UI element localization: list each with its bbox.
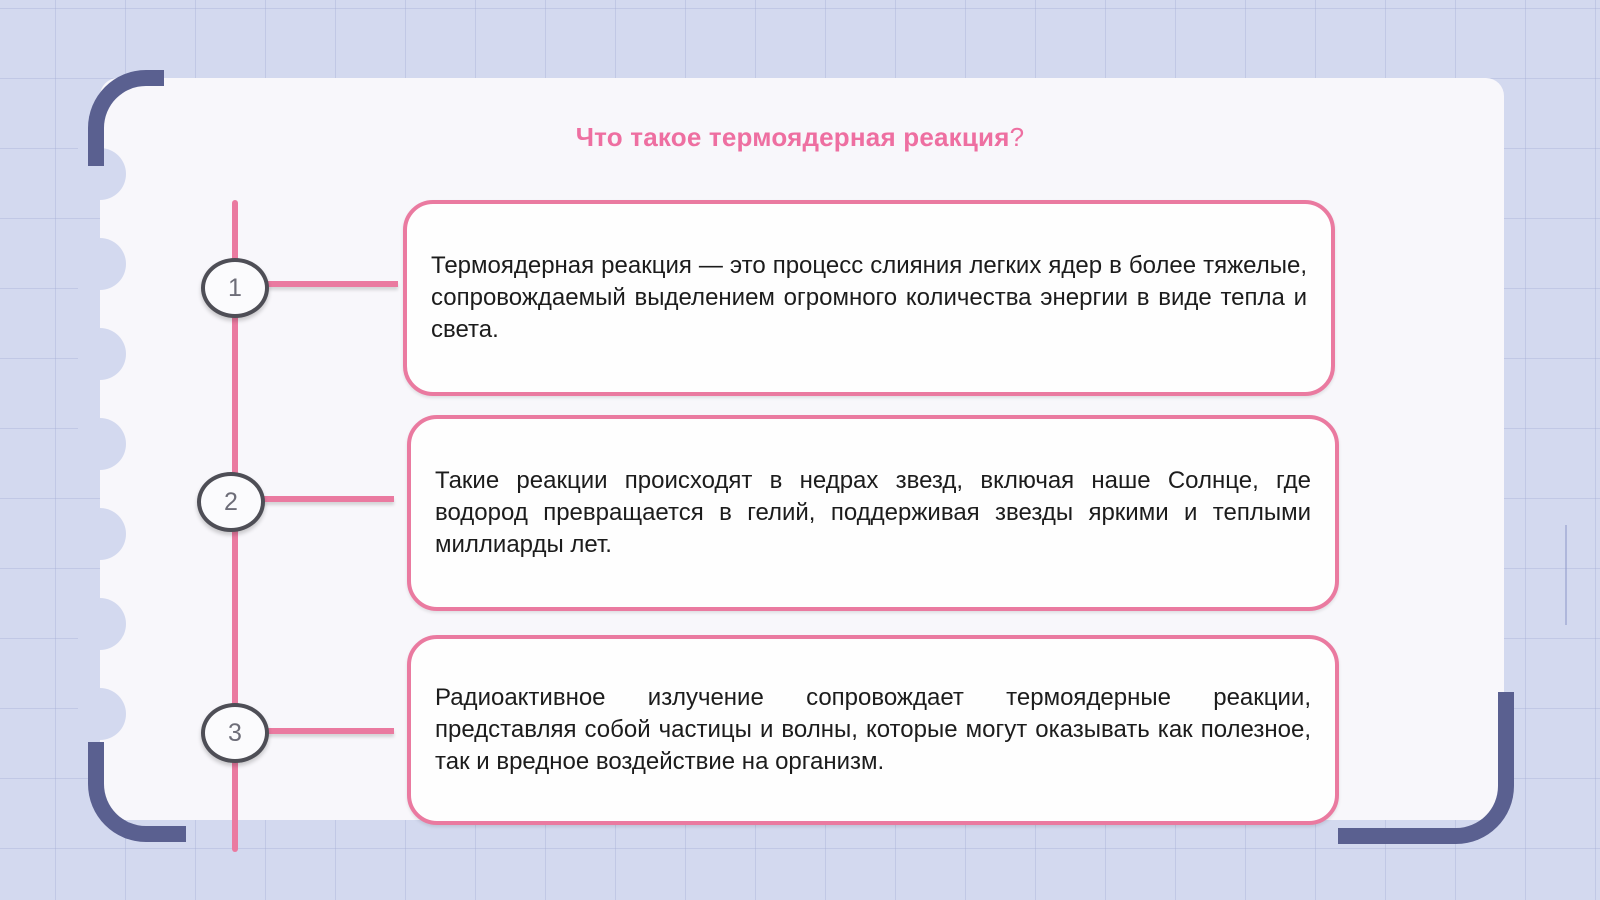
slide-title [300,122,1300,153]
step-3-number: 3 [228,718,242,747]
step-1-card [403,200,1335,396]
edge-mark [1565,525,1567,625]
step-3-text: Радиоактивное излучение сопровождает термоядерные реакции, представляя собой частицы и волны, которые могут оказывать как полезное, так и вредное воздействие на организм. [435,684,1311,775]
step-3-connector [262,728,394,734]
step-1-connector [262,281,398,287]
slide-title-question-mark: ? [1009,122,1025,152]
step-1-number: 1 [228,273,242,302]
step-3-number-circle [201,703,269,763]
step-2-text: Такие реакции происходят в недрах звезд, включая наше Солнце, где водород превращается в гелий, поддерживая звезды яркими и теплыми миллиарды лет. [435,467,1311,558]
step-3-card [407,635,1339,825]
step-2-number: 2 [224,487,238,516]
step-2-number-circle [197,472,265,532]
step-1-text: Термоядерная реакция — это процесс слияния легких ядер в более тяжелые, сопровождаемый выделением огромного количества энергии в виде тепла и света. [431,252,1307,343]
step-2-card [407,415,1339,611]
slide-title-text: Что такое термоядерная реакция [575,122,1010,152]
step-2-connector [258,496,394,502]
step-1-number-circle [201,258,269,318]
